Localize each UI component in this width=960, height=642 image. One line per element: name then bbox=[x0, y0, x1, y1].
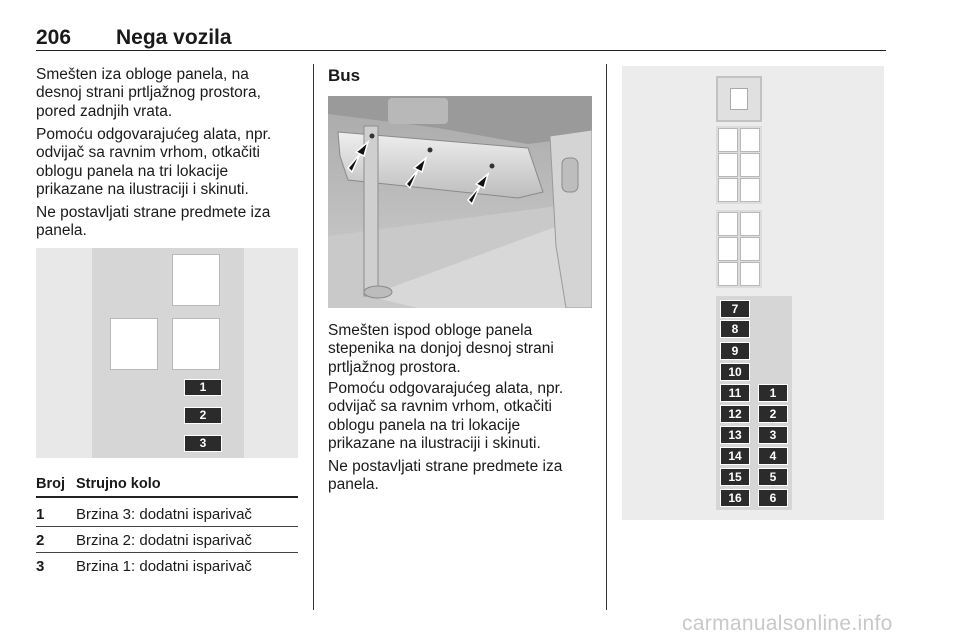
page-header bbox=[36, 26, 886, 52]
fuse-slot bbox=[110, 318, 158, 370]
row-number: 1 bbox=[36, 506, 45, 523]
numbered-fuse-block bbox=[716, 296, 792, 510]
fuse-number-label: 1 bbox=[758, 384, 788, 402]
column-divider-left bbox=[313, 64, 314, 610]
fuse-number-label: 4 bbox=[758, 447, 788, 465]
fuse-slot bbox=[718, 212, 738, 236]
col1-paragraph-1: Smešten iza obloge panela, na desnoj strani prtljažnog prostora, pored zadnjih vrata. bbox=[36, 66, 261, 120]
fuse-slot bbox=[172, 254, 220, 306]
fuse-slot bbox=[740, 212, 760, 236]
fuse-number-label: 13 bbox=[720, 426, 750, 444]
fuse-number-label: 2 bbox=[184, 407, 222, 424]
fuse-number-label: 2 bbox=[758, 405, 788, 423]
fuse-panel bbox=[92, 248, 244, 458]
fuse-grid bbox=[716, 126, 762, 204]
fuse-slot bbox=[740, 237, 760, 261]
section-title: Nega vozila bbox=[116, 26, 232, 49]
col2-paragraph-1: Smešten ispod obloge panela stepenika na donjoj desnoj strani prtljažnog prostora. bbox=[328, 322, 554, 376]
fuse-slot bbox=[718, 178, 738, 202]
table-header-circuit: Strujno kolo bbox=[76, 476, 161, 492]
fuse-number-label: 7 bbox=[720, 300, 750, 318]
fuse-number-label: 9 bbox=[720, 342, 750, 360]
fuse-slot bbox=[740, 128, 760, 152]
fuse-slot bbox=[718, 128, 738, 152]
column-divider-right bbox=[606, 64, 607, 610]
fuse-number-label: 8 bbox=[720, 320, 750, 338]
fuse-panel-illustration bbox=[36, 248, 298, 458]
page-number: 206 bbox=[36, 26, 72, 49]
relay-inner bbox=[730, 88, 748, 110]
row-number: 3 bbox=[36, 558, 45, 575]
relay-slot bbox=[716, 76, 762, 122]
trim-panel-photo bbox=[328, 96, 592, 308]
fuse-block-illustration bbox=[622, 66, 884, 520]
table-header-rule bbox=[36, 496, 298, 498]
fuse-slot bbox=[718, 237, 738, 261]
col1-paragraph-3: Ne postavljati strane predmete iza panela. bbox=[36, 204, 271, 240]
fuse-slot bbox=[718, 262, 738, 286]
bus-heading: Bus bbox=[328, 66, 361, 85]
fuse-number-label: 3 bbox=[758, 426, 788, 444]
fuse-grid bbox=[716, 210, 762, 288]
fuse-slot bbox=[740, 262, 760, 286]
fuse-slot bbox=[740, 153, 760, 177]
fuse-number-label: 6 bbox=[758, 489, 788, 507]
fuse-number-label: 14 bbox=[720, 447, 750, 465]
table-row bbox=[36, 558, 298, 582]
fuse-number-label: 15 bbox=[720, 468, 750, 486]
trim-panel-photo-drawing bbox=[328, 96, 592, 308]
row-circuit: Brzina 3: dodatni isparivač bbox=[76, 506, 252, 523]
header-rule bbox=[36, 50, 886, 51]
fuse-number-label: 11 bbox=[720, 384, 750, 402]
row-circuit: Brzina 1: dodatni isparivač bbox=[76, 558, 252, 575]
fuse-number-label: 12 bbox=[720, 405, 750, 423]
fuse-slot bbox=[718, 153, 738, 177]
fuse-number-label: 3 bbox=[184, 435, 222, 452]
fuse-number-label: 5 bbox=[758, 468, 788, 486]
col1-paragraph-2: Pomoću odgovarajućeg alata, npr. odvijač sa ravnim vrhom, otkačiti oblogu panela na tri lokacije prikazane na ilustraciji i skinuti. bbox=[36, 126, 272, 199]
col2-paragraph-2: Pomoću odgovarajućeg alata, npr. odvijač sa ravnim vrhom, otkačiti oblogu panela na tri lokacije prikazane na ilustraciji i skinuti. bbox=[328, 380, 564, 453]
col2-paragraph-3: Ne postavljati strane predmete iza panela. bbox=[328, 458, 563, 494]
row-circuit: Brzina 2: dodatni isparivač bbox=[76, 532, 252, 549]
table-header-number: Broj bbox=[36, 476, 65, 492]
fuse-slot bbox=[740, 178, 760, 202]
fuse-number-label: 1 bbox=[184, 379, 222, 396]
watermark-text: carmanualsonline.info bbox=[682, 612, 893, 635]
fuse-number-label: 16 bbox=[720, 489, 750, 507]
fuse-slot bbox=[172, 318, 220, 370]
row-divider bbox=[36, 526, 298, 527]
row-number: 2 bbox=[36, 532, 45, 549]
fuse-number-label: 10 bbox=[720, 363, 750, 381]
row-divider bbox=[36, 552, 298, 553]
